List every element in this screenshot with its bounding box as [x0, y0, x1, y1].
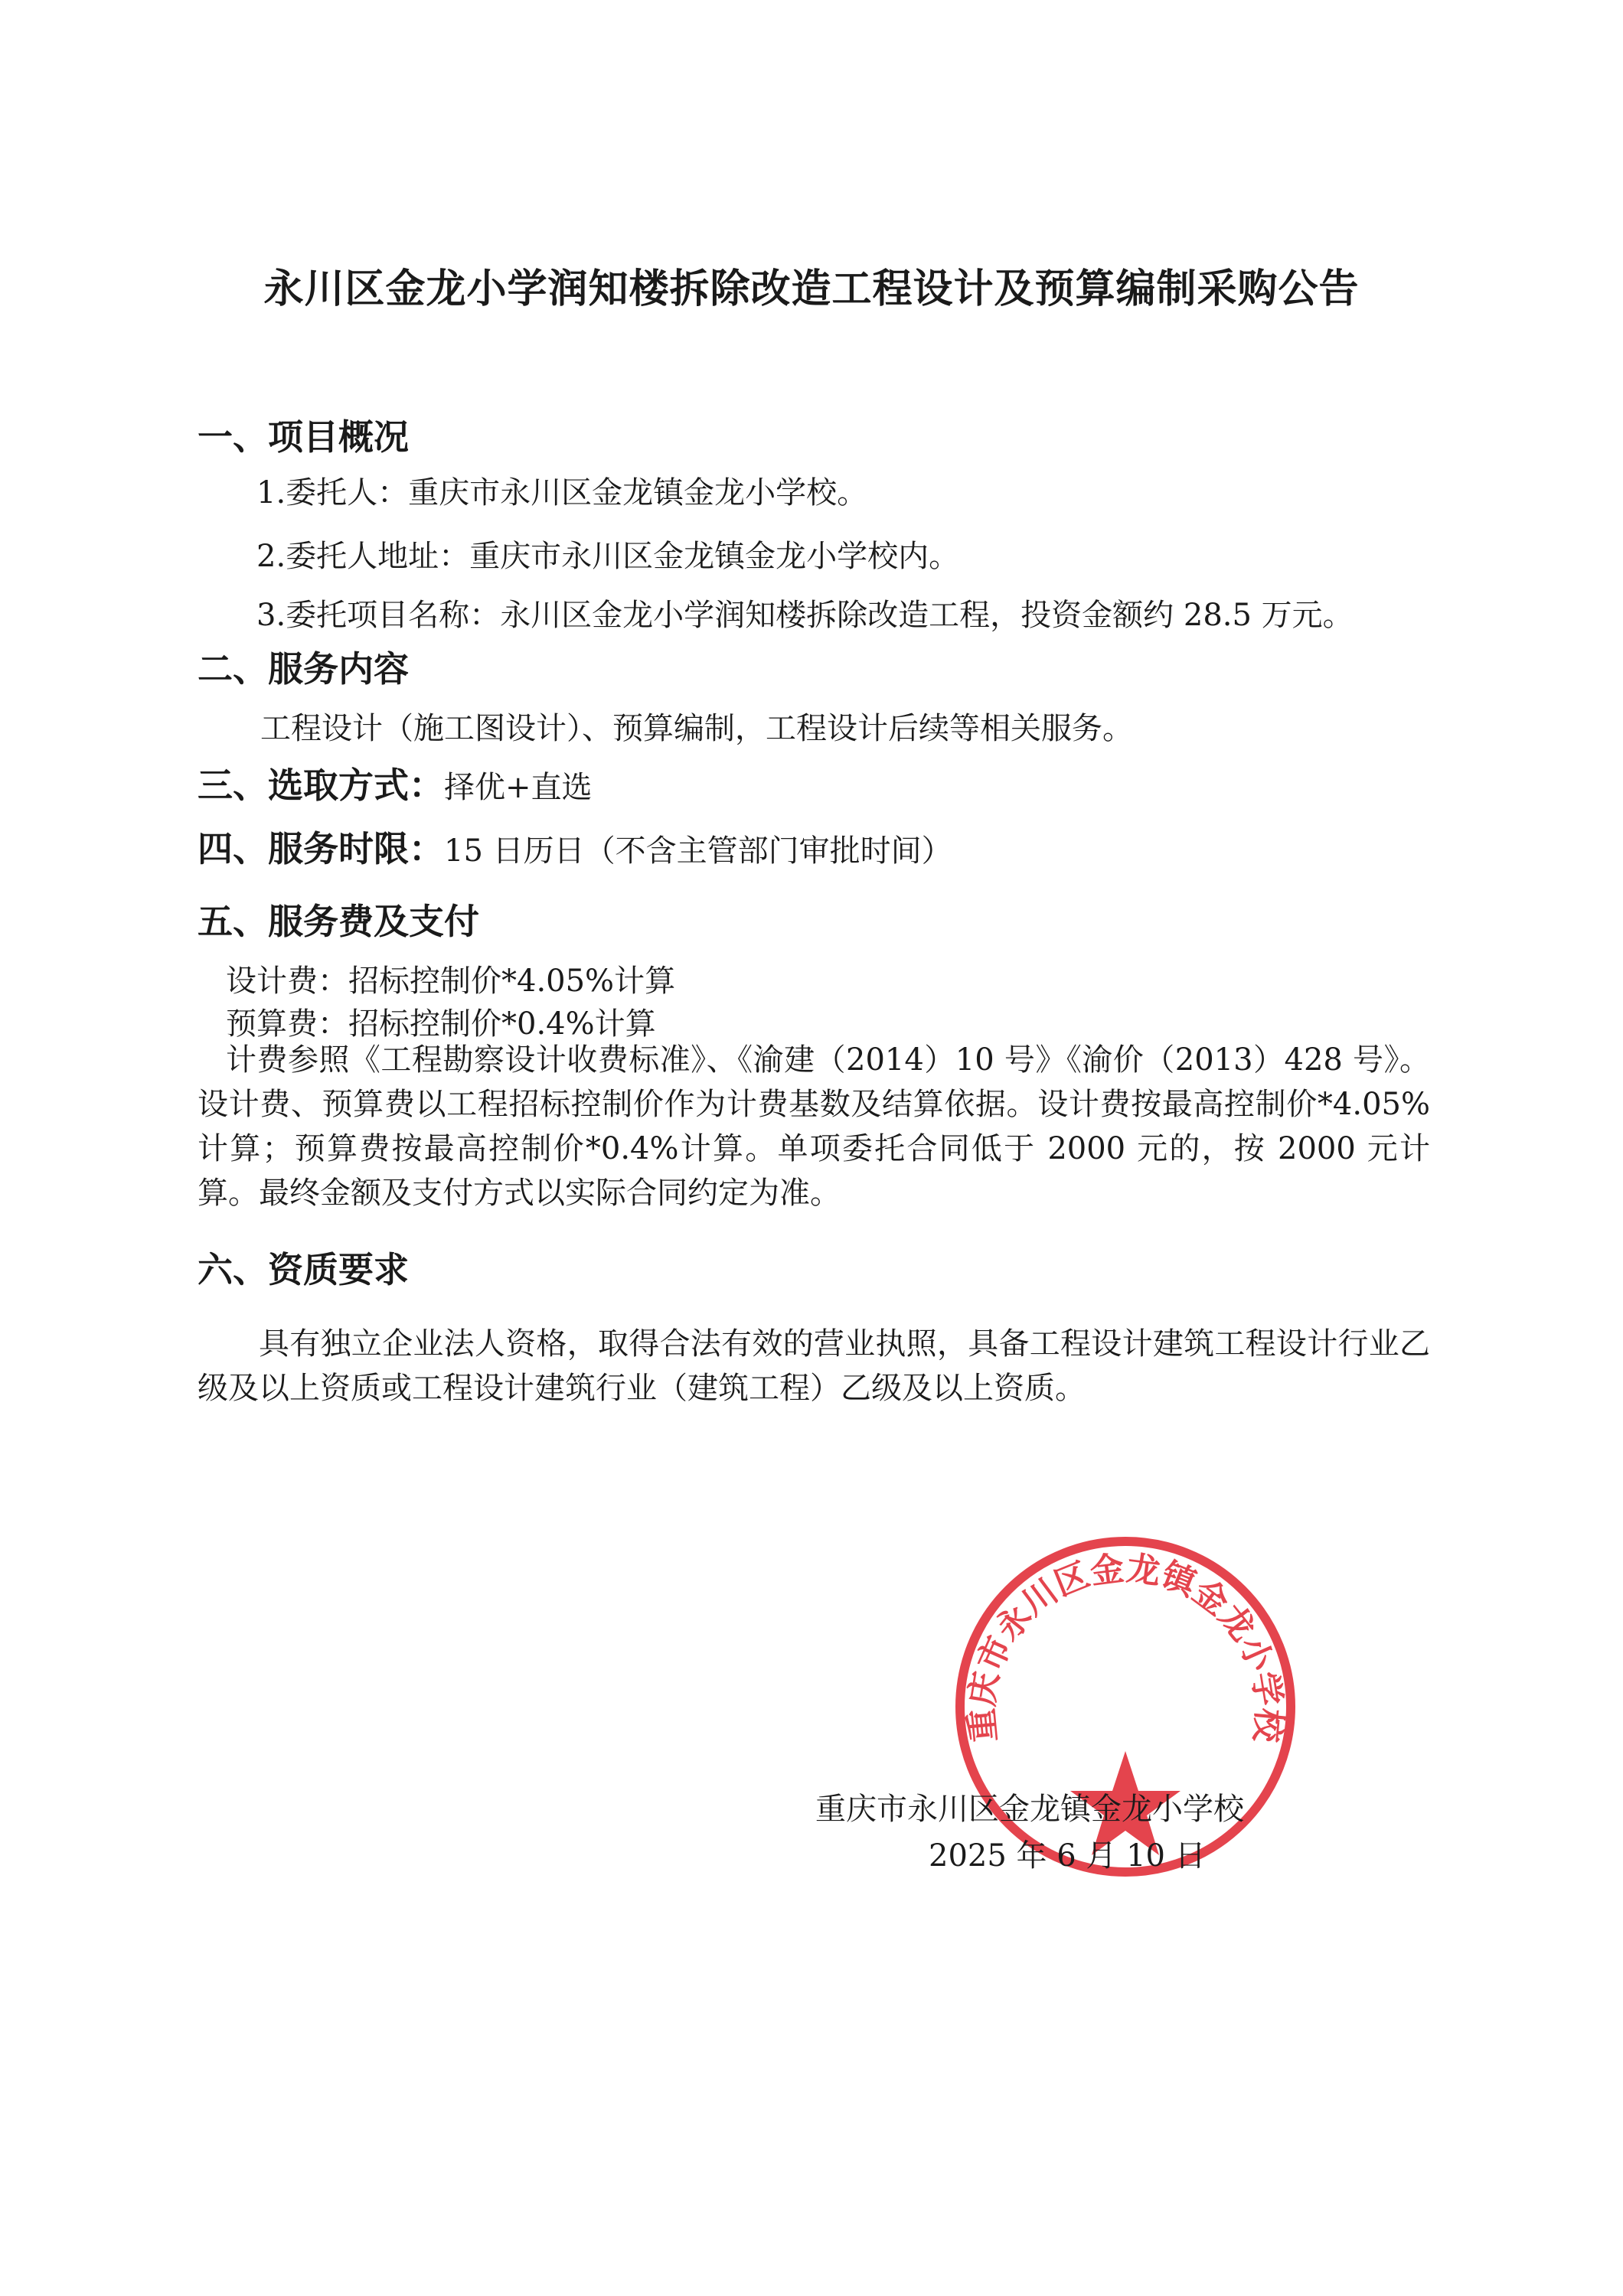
- fee-note-paragraph: 计费参照《工程勘察设计收费标准》、《渝建（2014）10 号》《渝价（2013）428 号》。设计费、预算费以工程招标控制价作为计费基数及结算依据。设计费按最高控制价*4.05%计算；预算费按最高控制价*0.4%计算。单项委托合同低于 2000 元的，按 2000 元计算。最终金额及支付方式以实际合同约定为准。: [198, 1042, 1430, 1211]
- section-heading-fees: 五、服务费及支付: [198, 901, 479, 942]
- document-title: 永川区金龙小学润知楼拆除改造工程设计及预算编制采购公告: [263, 266, 1360, 312]
- section-heading-service: 二、服务内容: [198, 648, 409, 690]
- budget-fee-line: 预算费：招标控制价*0.4%计算: [226, 1006, 656, 1042]
- overview-item-client: 1.委托人：重庆市永川区金龙镇金龙小学校。: [256, 475, 868, 510]
- duration-value: 15 日历日（不含主管部门审批时间）: [444, 833, 952, 869]
- signature-organization: 重庆市永川区金龙镇金龙小学校: [815, 1792, 1244, 1827]
- overview-item-address: 2.委托人地址：重庆市永川区金龙镇金龙小学校内。: [256, 539, 960, 574]
- section-heading-qualification: 六、资质要求: [198, 1249, 409, 1290]
- selection-label: 三、选取方式：: [198, 765, 444, 806]
- overview-item-project: 3.委托项目名称：永川区金龙小学润知楼拆除改造工程，投资金额约 28.5 万元。: [256, 598, 1354, 633]
- signature-date: 2025 年 6 月 10 日: [929, 1838, 1206, 1874]
- section-heading-overview: 一、项目概况: [198, 416, 409, 458]
- seal-text: 重庆市永川区金龙镇金龙小学校: [962, 1548, 1289, 1744]
- selection-value: 择优+直选: [444, 770, 593, 805]
- qualification-paragraph: 具有独立企业法人资格，取得合法有效的营业执照，具备工程设计建筑工程设计行业乙级及以上资质或工程设计建筑行业（建筑工程）乙级及以上资质。: [198, 1326, 1430, 1406]
- design-fee-line: 设计费：招标控制价*4.05%计算: [226, 964, 676, 999]
- official-seal: [949, 1531, 1301, 1883]
- section-heading-selection: [198, 758, 593, 808]
- duration-label: 四、服务时限：: [198, 828, 444, 869]
- service-content-text: 工程设计（施工图设计）、预算编制，工程设计后续等相关服务。: [260, 711, 1133, 746]
- section-heading-duration: [198, 821, 952, 872]
